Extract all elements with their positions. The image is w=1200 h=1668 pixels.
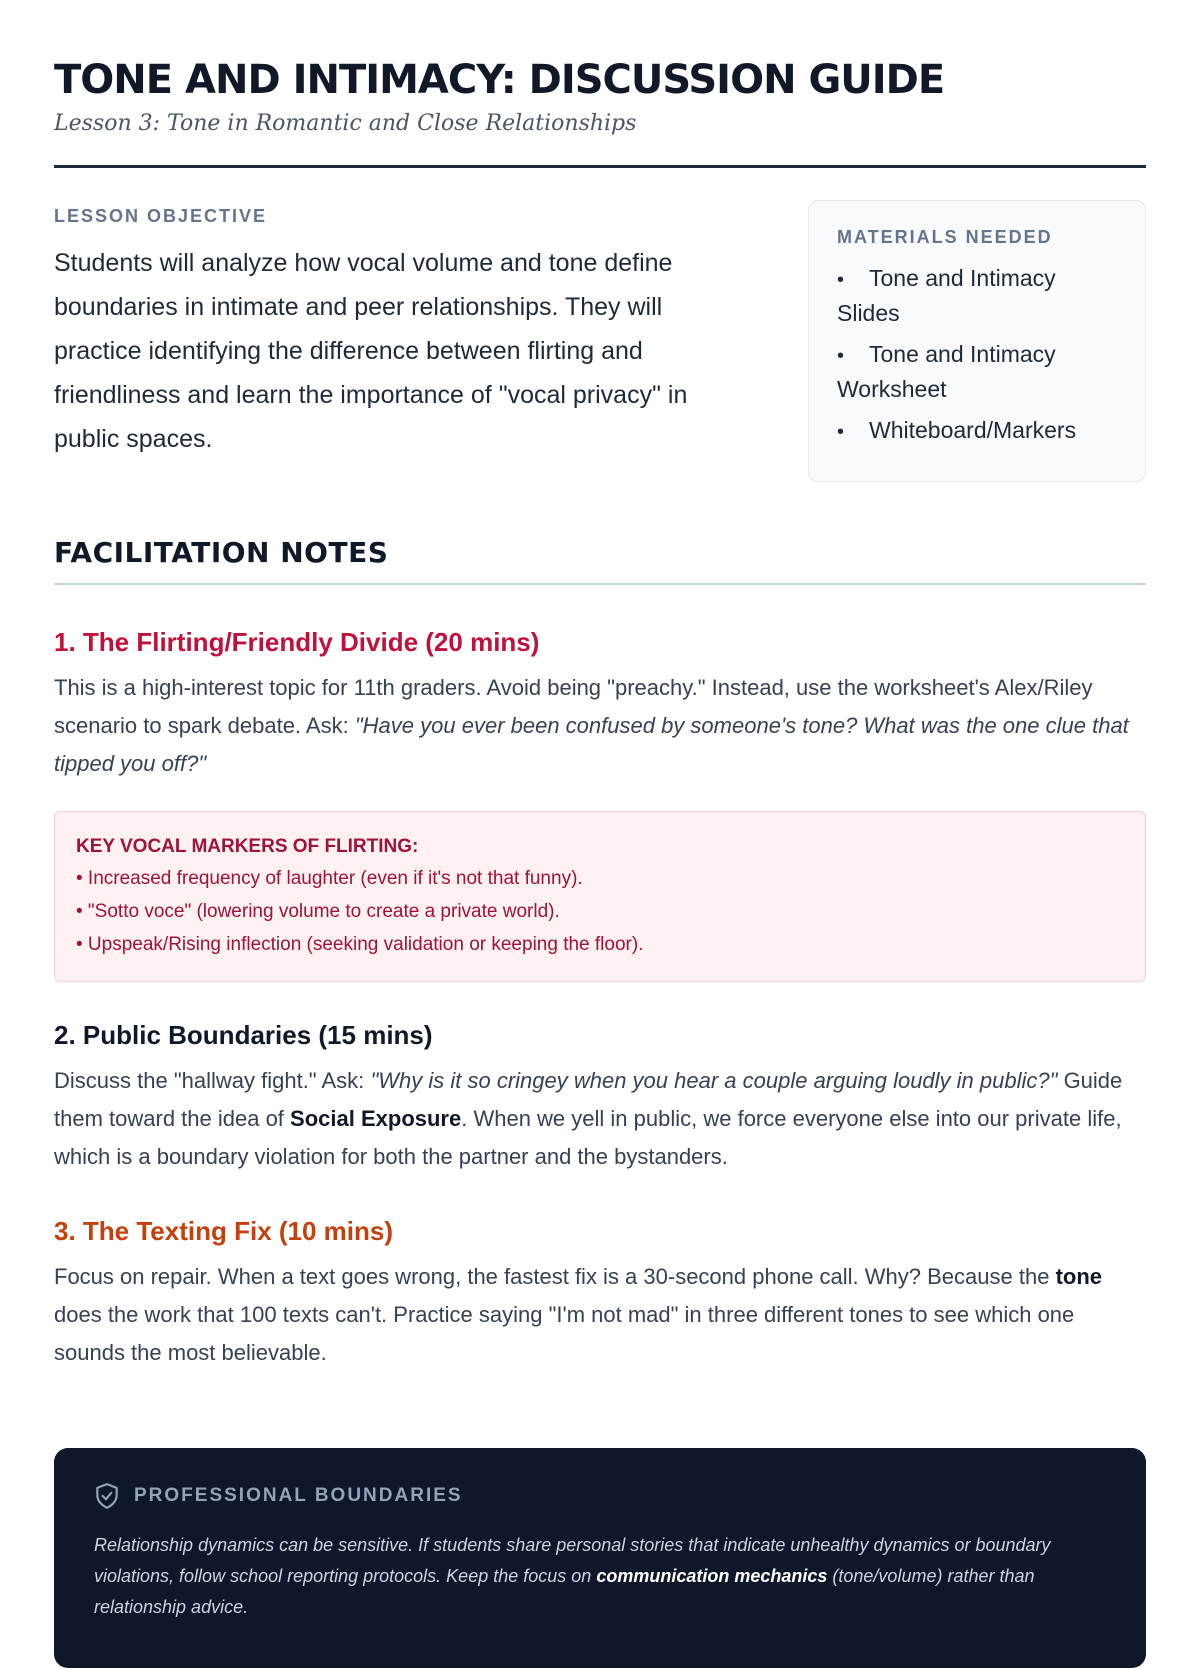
step-2-bold-term: Social Exposure bbox=[290, 1106, 462, 1131]
list-item bbox=[837, 414, 1117, 449]
objective-label: LESSON OBJECTIVE bbox=[54, 206, 268, 226]
materials-label: MATERIALS NEEDED bbox=[837, 227, 1053, 247]
lesson-objective bbox=[54, 206, 744, 482]
bullet-icon: • bbox=[837, 421, 845, 443]
facilitation-divider bbox=[54, 583, 1146, 585]
bullet-icon: • bbox=[837, 345, 845, 367]
step-3-bold-term: tone bbox=[1055, 1264, 1103, 1289]
list-item: • "Sotto voce" (lowering volume to create a private world). bbox=[76, 901, 560, 922]
step-1-text: This is a high-interest topic for 11th graders. Avoid being "preachy." Instead, use the worksheet's Alex/Riley scenario to spark debate. Ask: bbox=[54, 675, 1093, 738]
step-2-text-a: Discuss the "hallway fight." Ask: bbox=[54, 1068, 365, 1093]
page-title: TONE AND INTIMACY: DISCUSSION GUIDE bbox=[54, 57, 945, 103]
material-label: Tone and Intimacy Worksheet bbox=[837, 341, 1056, 402]
list-item: • Upspeak/Rising inflection (seeking validation or keeping the floor). bbox=[76, 934, 644, 955]
step-1-quote: "Have you ever been confused by someone's tone? What was the one clue that tipped you off?" bbox=[54, 713, 1129, 776]
boundaries-header bbox=[94, 1482, 1106, 1510]
materials-panel bbox=[808, 200, 1146, 482]
facilitation-heading: FACILITATION NOTES bbox=[54, 536, 389, 569]
boundaries-bold-term: communication mechanics bbox=[596, 1566, 828, 1586]
top-section bbox=[54, 206, 1146, 482]
list-item bbox=[837, 262, 1117, 330]
step-3-body bbox=[54, 1258, 1146, 1372]
boundaries-text-b: (tone/volume) rather than relationship advice. bbox=[94, 1566, 1035, 1617]
bullet-icon: • bbox=[837, 269, 845, 291]
step-2-title: 2. Public Boundaries (15 mins) bbox=[54, 1020, 433, 1050]
list-item bbox=[837, 338, 1117, 406]
step-3-text-a: Focus on repair. When a text goes wrong, the fastest fix is a 30-second phone call. Why? Because the bbox=[54, 1264, 1050, 1289]
materials-list bbox=[837, 262, 1117, 449]
boundaries-label: PROFESSIONAL BOUNDARIES bbox=[134, 1485, 463, 1506]
callout-title: KEY VOCAL MARKERS OF FLIRTING: bbox=[76, 836, 419, 857]
step-1-body bbox=[54, 669, 1146, 783]
page-subtitle: Lesson 3: Tone in Romantic and Close Relationships bbox=[54, 111, 637, 136]
objective-text: Students will analyze how vocal volume and tone define boundaries in intimate and peer relationships. They will practice identifying the difference between flirting and friendliness and learn the importance of "vocal privacy" in public spaces. bbox=[54, 249, 688, 453]
step-2-text-b: Guide them toward the idea of bbox=[54, 1068, 1123, 1131]
professional-boundaries-panel bbox=[54, 1448, 1146, 1668]
shield-check-icon bbox=[94, 1482, 120, 1510]
list-item: • Increased frequency of laughter (even if it's not that funny). bbox=[76, 868, 583, 889]
material-label: Whiteboard/Markers bbox=[869, 417, 1077, 443]
step-2-body bbox=[54, 1062, 1146, 1176]
step-3-title: 3. The Texting Fix (10 mins) bbox=[54, 1216, 394, 1246]
flirting-markers-callout bbox=[54, 811, 1146, 982]
boundaries-text bbox=[94, 1530, 1106, 1623]
step-2-text-c: . When we yell in public, we force everyone else into our private life, which is a boundary violation for both the partner and the bystanders. bbox=[54, 1106, 1122, 1169]
step-2-quote: "Why is it so cringey when you hear a couple arguing loudly in public?" bbox=[370, 1068, 1058, 1093]
material-label: Tone and Intimacy Slides bbox=[837, 265, 1056, 326]
boundaries-text-a: Relationship dynamics can be sensitive. If students share personal stories that indicate unhealthy dynamics or boundary violations, follow school reporting protocols. Keep the focus on bbox=[94, 1535, 1051, 1586]
step-1-title: 1. The Flirting/Friendly Divide (20 mins) bbox=[54, 627, 540, 657]
step-3-text-b: does the work that 100 texts can't. Practice saying "I'm not mad" in three different tones to see which one sounds the most believable. bbox=[54, 1302, 1075, 1365]
title-divider bbox=[54, 165, 1146, 168]
